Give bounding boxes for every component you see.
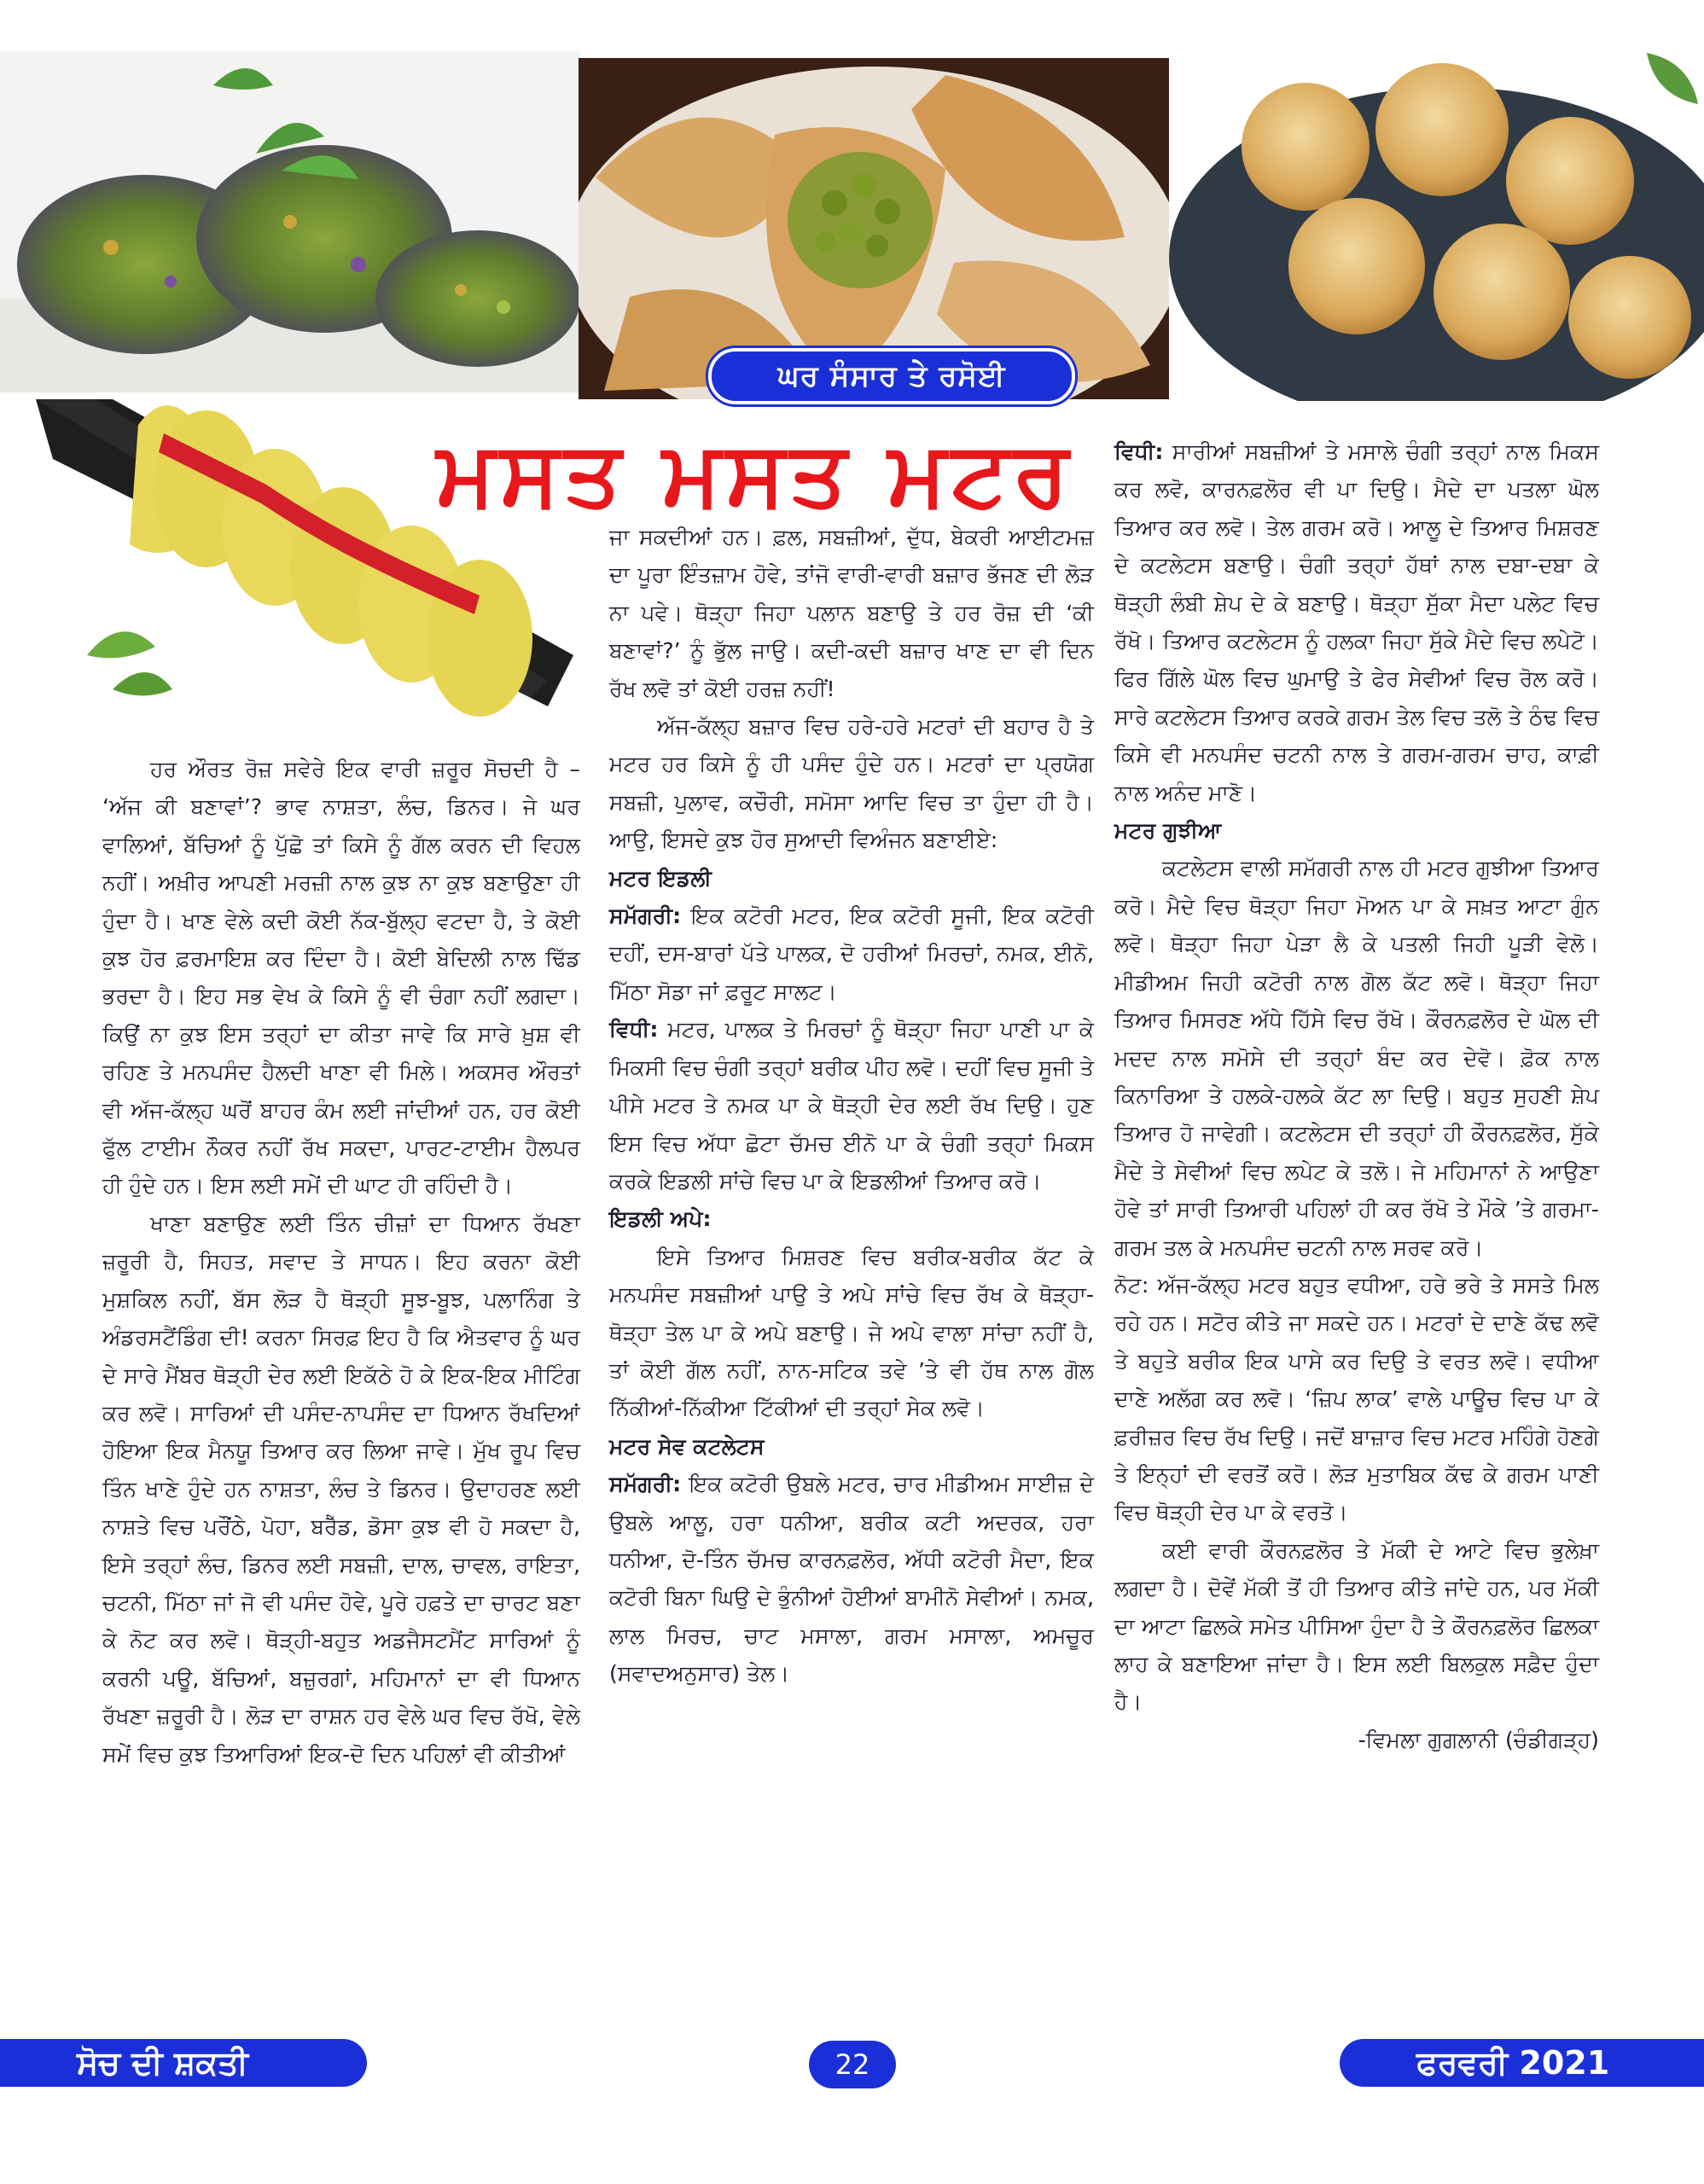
recipe-text: ਇਕ ਕਟੋਰੀ ਮਟਰ, ਇਕ ਕਟੋਰੀ ਸੂਜੀ, ਇਕ ਕਟੋਰੀ ਦਹੀਂ, ਦਸ-ਬਾਰਾਂ ਪੱਤੇ ਪਾਲਕ, ਦੋ ਹਰੀਆਂ ਮਿਰਚਾਂ, ਨਮਕ, ਈਨੋ, ਮਿੱਠਾ ਸੋਡਾ ਜਾਂ ਫ਼ਰੂਟ ਸਾਲਟ।: [609, 903, 1094, 1004]
article-paragraph: ਕਈ ਵਾਰੀ ਕੌਰਨਫ਼ਲੋਰ ਤੇ ਮੱਕੀ ਦੇ ਆਟੇ ਵਿਚ ਭੁਲੇਖ਼ਾ ਲਗਦਾ ਹੈ। ਦੋਵੇਂ ਮੱਕੀ ਤੋਂ ਹੀ ਤਿਆਰ ਕੀਤੇ ਜਾਂਦੇ ਹਨ, ਪਰ ਮੱਕੀ ਦਾ ਆਟਾ ਛਿਲਕੇ ਸਮੇਤ ਪੀਸਿਆ ਹੁੰਦਾ ਹੈ ਤੇ ਕੌਰਨਫ਼ਲੋਰ ਛਿਲਕਾ ਲਾਹ ਕੇ ਬਣਾਇਆ ਜਾਂਦਾ ਹੈ। ਇਸ ਲਈ ਬਿਲਕੁਲ ਸਫ਼ੈਦ ਹੁੰਦਾ ਹੈ।: [1114, 1537, 1599, 1715]
recipe-paragraph: [609, 897, 1094, 1011]
article-paragraph: ਨੋਟ: ਅੱਜ-ਕੱਲ੍ਹ ਮਟਰ ਬਹੁਤ ਵਧੀਆ, ਹਰੇ ਭਰੇ ਤੇ ਸਸਤੇ ਮਿਲ ਰਹੇ ਹਨ। ਸਟੋਰ ਕੀਤੇ ਜਾ ਸਕਦੇ ਹਨ। ਮਟਰਾਂ ਦੇ ਦਾਣੇ ਕੱਢ ਲਵੋ ਤੇ ਬਹੁਤੇ ਬਰੀਕ ਇਕ ਪਾਸੇ ਕਰ ਦਿਉ ਤੇ ਵਰਤ ਲਵੋ। ਵਧੀਆ ਦਾਣੇ ਅਲੱਗ ਕਰ ਲਵੋ। ‘ਜ਼ਿਪ ਲਾਕ’ ਵਾਲੇ ਪਾਊਚ ਵਿਚ ਪਾ ਕੇ ਫ਼ਰੀਜ਼ਰ ਵਿਚ ਰੱਖ ਦਿਉ। ਜਦੋਂ ਬਾਜ਼ਾਰ ਵਿਚ ਮਟਰ ਮਹਿੰਗੇ ਹੋਣਗੇ ਤੇ ਇਨ੍ਹਾਂ ਦੀ ਵਰਤੋਂ ਕਰੋ। ਲੋੜ ਮੁਤਾਬਿਕ ਕੱਢ ਕੇ ਗਰਮ ਪਾਣੀ ਵਿਚ ਥੋੜ੍ਹੀ ਦੇਰ ਪਾ ਕੇ ਵਰਤੋ।: [1114, 1272, 1599, 1525]
section-label: ਘਰ ਸੰਸਾਰ ਤੇ ਰਸੋਈ: [708, 348, 1075, 404]
recipe-paragraph: [609, 1011, 1094, 1200]
article-paragraph: ਇਸੇ ਤਿਆਰ ਮਿਸ਼ਰਣ ਵਿਚ ਬਰੀਕ-ਬਰੀਕ ਕੱਟ ਕੇ ਮਨਪਸੰਦ ਸਬਜ਼ੀਆਂ ਪਾਉ ਤੇ ਅਪੇ ਸਾਂਚੇ ਵਿਚ ਰੱਖ ਕੇ ਥੋੜ੍ਹਾ-ਥੋੜ੍ਹਾ ਤੇਲ ਪਾ ਕੇ ਅਪੇ ਬਣਾਉ। ਜੇ ਅਪੇ ਵਾਲਾ ਸਾਂਚਾ ਨਹੀਂ ਹੈ, ਤਾਂ ਕੋਈ ਗੱਲ ਨਹੀਂ, ਨਾਨ-ਸਟਿਕ ਤਵੇ ’ਤੇ ਵੀ ਹੱਥ ਨਾਲ ਗੋਲ ਨਿੱਕੀਆਂ-ਨਿੱਕੀਆ ਟਿੱਕੀਆਂ ਦੀ ਤਰ੍ਹਾਂ ਸੇਕ ਲਵੋ।: [609, 1244, 1094, 1421]
magazine-name: ਸੋਚ ਦੀ ਸ਼ਕਤੀ: [0, 2039, 367, 2087]
recipe-label: ਵਿਧੀ:: [609, 1017, 659, 1043]
recipe-paragraph: [1114, 433, 1599, 812]
photo-appe-icon: [1169, 36, 1704, 401]
article-paragraph: ਹਰ ਔਰਤ ਰੋਜ਼ ਸਵੇਰੇ ਇਕ ਵਾਰੀ ਜ਼ਰੂਰ ਸੋਚਦੀ ਹੈ – ‘ਅੱਜ ਕੀ ਬਣਾਵਾਂ’? ਭਾਵ ਨਾਸ਼ਤਾ, ਲੰਚ, ਡਿਨਰ। ਜੇ ਘਰ ਵਾਲਿਆਂ, ਬੱਚਿਆਂ ਨੂੰ ਪੁੱਛੋ ਤਾਂ ਕਿਸੇ ਨੂੰ ਗੱਲ ਕਰਨ ਦੀ ਵਿਹਲ ਨਹੀਂ। ਅਖ਼ੀਰ ਆਪਣੀ ਮਰਜ਼ੀ ਨਾਲ ਕੁਝ ਨਾ ਕੁਝ ਬਣਾਉਣਾ ਹੀ ਹੁੰਦਾ ਹੈ। ਖਾਣ ਵੇਲੇ ਕਦੀ ਕੋਈ ਨੱਕ-ਬੁੱਲ੍ਹ ਵਟਦਾ ਹੈ, ਤੇ ਕੋਈ ਕੁਝ ਹੋਰ ਫ਼ਰਮਾਇਸ਼ ਕਰ ਦਿੰਦਾ ਹੈ। ਕੋਈ ਬੇਦਿਲੀ ਨਾਲ ਢਿੱਡ ਭਰਦਾ ਹੈ। ਇਹ ਸਭ ਵੇਖ ਕੇ ਕਿਸੇ ਨੂੰ ਵੀ ਚੰਗਾ ਨਹੀਂ ਲਗਦਾ। ਕਿਉਂ ਨਾ ਕੁਝ ਇਸ ਤਰ੍ਹਾਂ ਦਾ ਕੀਤਾ ਜਾਵੇ ਕਿ ਸਾਰੇ ਖ਼ੁਸ਼ ਵੀ ਰਹਿਣ ਤੇ ਮਨਪਸੰਦ ਹੈਲਦੀ ਖਾਣਾ ਵੀ ਮਿਲੇ। ਅਕਸਰ ਔਰਤਾਂ ਵੀ ਅੱਜ-ਕੱਲ੍ਹ ਘਰੋਂ ਬਾਹਰ ਕੰਮ ਲਈ ਜਾਂਦੀਆਂ ਹਨ, ਹਰ ਕੋਈ ਫੁੱਲ ਟਾਈਮ ਨੌਕਰ ਨਹੀਂ ਰੱਖ ਸਕਦਾ, ਪਾਰਟ-ਟਾਈਮ ਹੈਲਪਰ ਹੀ ਹੁੰਦੇ ਹਨ। ਇਸ ਲਈ ਸਮੇਂ ਦੀ ਘਾਟ ਹੀ ਰਹਿੰਦੀ ਹੈ।: [102, 757, 580, 1199]
article-paragraph: ਜਾ ਸਕਦੀਆਂ ਹਨ। ਫ਼ਲ, ਸਬਜ਼ੀਆਂ, ਦੁੱਧ, ਬੇਕਰੀ ਆਈਟਮਜ਼ ਦਾ ਪੂਰਾ ਇੰਤਜ਼ਾਮ ਹੋਵੇ, ਤਾਂਜੋ ਵਾਰੀ-ਵਾਰੀ ਬਜ਼ਾਰ ਭੱਜਣ ਦੀ ਲੋੜ ਨਾ ਪਵੇ। ਥੋੜ੍ਹਾ ਜਿਹਾ ਪਲਾਨ ਬਣਾਉ ਤੇ ਹਰ ਰੋਜ਼ ਦੀ ‘ਕੀ ਬਣਾਵਾਂ?’ ਨੂੰ ਭੁੱਲ ਜਾਉ। ਕਦੀ-ਕਦੀ ਬਜ਼ਾਰ ਖਾਣ ਦਾ ਵੀ ਦਿਨ ਰੱਖ ਲਵੋ ਤਾਂ ਕੋਈ ਹਰਜ਼ ਨਹੀਂ!: [609, 525, 1094, 701]
recipe-heading: ਮਟਰ ਗੁਝੀਆ: [1114, 818, 1222, 844]
recipe-text: ਇਕ ਕਟੋਰੀ ਉਬਲੇ ਮਟਰ, ਚਾਰ ਮੀਡੀਅਮ ਸਾਈਜ਼ ਦੇ ਉਬਲੇ ਆਲੂ, ਹਰਾ ਧਨੀਆ, ਬਰੀਕ ਕਟੀ ਅਦਰਕ, ਹਰਾ ਧਨੀਆ, ਦੋ-ਤਿੰਨ ਚੱਮਚ ਕਾਰਨਫ਼ਲੋਰ, ਅੱਧੀ ਕਟੋਰੀ ਮੈਦਾ, ਇਕ ਕਟੋਰੀ ਬਿਨਾ ਘਿਉ ਦੇ ਭੁੰਨੀਆਂ ਹੋਈਆਂ ਬਾਮੀਨੋ ਸੇਵੀਆਂ। ਨਮਕ, ਲਾਲ ਮਿਰਚ, ਚਾਟ ਮਸਾਲਾ, ਗਰਮ ਮਸਾਲਾ, ਅਮਚੂਰ (ਸਵਾਦਅਨੁਸਾਰ) ਤੇਲ।: [609, 1472, 1094, 1687]
article-paragraph: ਕਟਲੇਟਸ ਵਾਲੀ ਸਮੱਗਰੀ ਨਾਲ ਹੀ ਮਟਰ ਗੁਝੀਆ ਤਿਆਰ ਕਰੋ। ਮੈਦੇ ਵਿਚ ਥੋੜ੍ਹਾ ਜਿਹਾ ਮੋਅਨ ਪਾ ਕੇ ਸਖ਼ਤ ਆਟਾ ਗੁੰਨ ਲਵੋ। ਥੋੜ੍ਹਾ ਜਿਹਾ ਪੇੜਾ ਲੈ ਕੇ ਪਤਲੀ ਜਿਹੀ ਪੂੜੀ ਵੇਲੋ। ਮੀਡੀਅਮ ਜਿਹੀ ਕਟੋਰੀ ਨਾਲ ਗੋਲ ਕੱਟ ਲਵੋ। ਥੋੜ੍ਹਾ ਜਿਹਾ ਤਿਆਰ ਮਿਸਰਣ ਅੱਧੇ ਹਿੱਸੇ ਵਿਚ ਰੱਖੋ। ਕੌਰਨਫ਼ਲੋਰ ਦੇ ਘੋਲ ਦੀ ਮਦਦ ਨਾਲ ਸਮੋਸੇ ਦੀ ਤਰ੍ਹਾਂ ਬੰਦ ਕਰ ਦੇਵੋ। ਫ਼ੋਕ ਨਾਲ ਕਿਨਾਰਿਆ ਤੇ ਹਲਕੇ-ਹਲਕੇ ਕੱਟ ਲਾ ਦਿਉ। ਬਹੁਤ ਸੁਹਣੀ ਸ਼ੇਪ ਤਿਆਰ ਹੋ ਜਾਵੇਗੀ। ਕਟਲੇਟਸ ਦੀ ਤਰ੍ਹਾਂ ਹੀ ਕੌਰਨਫ਼ਲੋਰ, ਸੁੱਕੇ ਮੈਦੇ ਤੇ ਸੇਵੀਆਂ ਵਿਚ ਲਪੇਟ ਕੇ ਤਲੋ। ਜੇ ਮਹਿਮਾਨਾਂ ਨੇ ਆਉਣਾ ਹੋਵੇ ਤਾਂ ਸਾਰੀ ਤਿਆਰੀ ਪਹਿਲਾਂ ਹੀ ਕਰ ਰੱਖੋ ਤੇ ਮੌਕੇ ’ਤੇ ਗਰਮਾ-ਗਰਮ ਤਲ ਕੇ ਮਨਪਸੰਦ ਚਟਨੀ ਨਾਲ ਸਰਵ ਕਰੋ।: [1114, 856, 1599, 1260]
recipe-heading: ਮਟਰ ਸੇਵ ਕਟਲੇਟਸ: [609, 1433, 765, 1459]
column-left: [102, 751, 580, 1774]
column-middle: [609, 519, 1094, 1693]
photo-cutlets-icon: [0, 51, 580, 392]
recipe-label: ਸਮੱਗਰੀ:: [609, 1472, 682, 1497]
article-paragraph: ਅੱਜ-ਕੱਲ੍ਹ ਬਜ਼ਾਰ ਵਿਚ ਹਰੇ-ਹਰੇ ਮਟਰਾਂ ਦੀ ਬਹਾਰ ਹੈ ਤੇ ਮਟਰ ਹਰ ਕਿਸੇ ਨੂੰ ਹੀ ਪਸੰਦ ਹੁੰਦੇ ਹਨ। ਮਟਰਾਂ ਦਾ ਪ੍ਰਯੋਗ ਸਬਜ਼ੀ, ਪੁਲਾਵ, ਕਚੌਰੀ, ਸਮੋਸਾ ਆਦਿ ਵਿਚ ਤਾ ਹੁੰਦਾ ਹੀ ਹੈ। ਆਉ, ਇਸਦੇ ਕੁਝ ਹੋਰ ਸੁਆਦੀ ਵਿਅੰਜਨ ਬਣਾਈਏ:: [609, 714, 1094, 853]
page-number: 22: [809, 2041, 896, 2088]
column-right: [1114, 433, 1599, 1759]
recipe-paragraph: [609, 1466, 1094, 1693]
page-title: ਮਸਤ ਮਸਤ ਮਟਰ: [436, 421, 1074, 526]
recipe-label: ਵਿਧੀ:: [1114, 439, 1164, 464]
recipe-heading: ਇਡਲੀ ਅਪੇ:: [609, 1206, 712, 1232]
author-signature: -ਵਿਮਲਾ ਗੁਗਲਾਨੀ (ਚੰਡੀਗੜ੍ਹ): [1358, 1727, 1599, 1752]
recipe-text: ਮਟਰ, ਪਾਲਕ ਤੇ ਮਿਰਚਾਂ ਨੂੰ ਥੋੜ੍ਹਾ ਜਿਹਾ ਪਾਣੀ ਪਾ ਕੇ ਮਿਕਸੀ ਵਿਚ ਚੰਗੀ ਤਰ੍ਹਾਂ ਬਰੀਕ ਪੀਹ ਲਵੋ। ਦਹੀਂ ਵਿਚ ਸੂਜੀ ਤੇ ਪੀਸੇ ਮਟਰ ਤੇ ਨਮਕ ਪਾ ਕੇ ਥੋੜ੍ਹੀ ਦੇਰ ਲਈ ਰੱਖ ਦਿਉ। ਹੁਣ ਇਸ ਵਿਚ ਅੱਧਾ ਛੋਟਾ ਚੱਮਚ ਈਨੋ ਪਾ ਕੇ ਚੰਗੀ ਤਰ੍ਹਾਂ ਮਿਕਸ ਕਰਕੇ ਇਡਲੀ ਸਾਂਚੇ ਵਿਚ ਪਾ ਕੇ ਇਡਲੀਆਂ ਤਿਆਰ ਕਰੋ।: [609, 1017, 1094, 1194]
recipe-text: ਸਾਰੀਆਂ ਸਬਜ਼ੀਆਂ ਤੇ ਮਸਾਲੇ ਚੰਗੀ ਤਰ੍ਹਾਂ ਨਾਲ ਮਿਕਸ ਕਰ ਲਵੋ, ਕਾਰਨਫ਼ਲੋਰ ਵੀ ਪਾ ਦਿਉ। ਮੈਦੇ ਦਾ ਪਤਲਾ ਘੋਲ ਤਿਆਰ ਕਰ ਲਵੋ। ਤੇਲ ਗਰਮ ਕਰੋ। ਆਲੂ ਦੇ ਤਿਆਰ ਮਿਸ਼ਰਣ ਦੇ ਕਟਲੇਟਸ ਬਣਾਉ। ਚੰਗੀ ਤਰ੍ਹਾਂ ਹੱਥਾਂ ਨਾਲ ਦਬਾ-ਦਬਾ ਕੇ ਥੋੜ੍ਹੀ ਲੰਬੀ ਸ਼ੇਪ ਦੇ ਕੇ ਬਣਾਉ। ਥੋੜ੍ਹਾ ਸੁੱਕਾ ਮੈਦਾ ਪਲੇਟ ਵਿਚ ਰੱਖੋ। ਤਿਆਰ ਕਟਲੇਟਸ ਨੂੰ ਹਲਕਾ ਜਿਹਾ ਸੁੱਕੇ ਮੈਦੇ ਵਿਚ ਲਪੇਟੋ। ਫਿਰ ਗਿੱਲੇ ਘੋਲ ਵਿਚ ਘੁਮਾਉ ਤੇ ਫੇਰ ਸੇਵੀਆਂ ਵਿਚ ਰੋਲ ਕਰੋ। ਸਾਰੇ ਕਟਲੇਟਸ ਤਿਆਰ ਕਰਕੇ ਗਰਮ ਤੇਲ ਵਿਚ ਤਲੋ ਤੇ ਠੰਢ ਵਿਚ ਕਿਸੇ ਵੀ ਮਨਪਸੰਦ ਚਟਨੀ ਨਾਲ ਤੇ ਗਰਮ-ਗਰਮ ਚਾਹ, ਕਾਫ਼ੀ ਨਾਲ ਅਨੰਦ ਮਾਣੋ।: [1114, 439, 1599, 805]
recipe-label: ਸਮੱਗਰੀ:: [609, 903, 682, 929]
issue-date: ਫਰਵਰੀ 2021: [1340, 2039, 1704, 2087]
recipe-heading: ਮਟਰ ਇਡਲੀ: [609, 865, 712, 891]
article-paragraph: ਖਾਣਾ ਬਣਾਉਣ ਲਈ ਤਿੰਨ ਚੀਜ਼ਾਂ ਦਾ ਧਿਆਨ ਰੱਖਣਾ ਜ਼ਰੂਰੀ ਹੈ, ਸਿਹਤ, ਸਵਾਦ ਤੇ ਸਾਧਨ। ਇਹ ਕਰਨਾ ਕੋਈ ਮੁਸ਼ਕਿਲ ਨਹੀਂ, ਬੱਸ ਲੋੜ ਹੈ ਥੋੜ੍ਹੀ ਸੂਝ-ਬੂਝ, ਪਲਾਨਿੰਗ ਤੇ ਅੰਡਰਸਟੈਂਡਿੰਗ ਦੀ! ਕਰਨਾ ਸਿਰਫ਼ ਇਹ ਹੈ ਕਿ ਐਤਵਾਰ ਨੂੰ ਘਰ ਦੇ ਸਾਰੇ ਮੈਂਬਰ ਥੋੜ੍ਹੀ ਦੇਰ ਲਈ ਇਕੱਠੇ ਹੋ ਕੇ ਇਕ-ਇਕ ਮੀਟਿੰਗ ਕਰ ਲਵੋ। ਸਾਰਿਆਂ ਦੀ ਪਸੰਦ-ਨਾਪਸੰਦ ਦਾ ਧਿਆਨ ਰੱਖਦਿਆਂ ਹੋਇਆ ਇਕ ਮੈਨਯੂ ਤਿਆਰ ਕਰ ਲਿਆ ਜਾਵੇ। ਮੁੱਖ ਰੂਪ ਵਿਚ ਤਿੰਨ ਖਾਣੇ ਹੁੰਦੇ ਹਨ ਨਾਸ਼ਤਾ, ਲੰਚ ਤੇ ਡਿਨਰ। ਉਦਾਹਰਣ ਲਈ ਨਾਸ਼ਤੇ ਵਿਚ ਪਰੌਂਠੇ, ਪੋਹਾ, ਬਰੈੱਡ, ਡੋਸਾ ਕੁਝ ਵੀ ਹੋ ਸਕਦਾ ਹੈ, ਇਸੇ ਤਰ੍ਹਾਂ ਲੰਚ, ਡਿਨਰ ਲਈ ਸਬਜ਼ੀ, ਦਾਲ, ਚਾਵਲ, ਰਾਇਤਾ, ਚਟਨੀ, ਮਿੱਠਾ ਜਾਂ ਜੋ ਵੀ ਪਸੰਦ ਹੋਵੇ, ਪੂਰੇ ਹਫ਼ਤੇ ਦਾ ਚਾਰਟ ਬਣਾ ਕੇ ਨੋਟ ਕਰ ਲਵੋ। ਥੋੜ੍ਹੀ-ਬਹੁਤ ਅਡਜੈਸਟਮੈਂਟ ਸਾਰਿਆਂ ਨੂੰ ਕਰਨੀ ਪਊ, ਬੱਚਿਆਂ, ਬਜ਼ੁਰਗਾਂ, ਮਹਿਮਾਨਾਂ ਦਾ ਵੀ ਧਿਆਨ ਰੱਖਣਾ ਜ਼ਰੂਰੀ ਹੈ। ਲੋੜ ਦਾ ਰਾਸ਼ਨ ਹਰ ਵੇਲੇ ਘਰ ਵਿਚ ਰੱਖੋ, ਵੇਲੇ ਸਮੇਂ ਵਿਚ ਕੁਝ ਤਿਆਰਿਆਂ ਇਕ-ਦੋ ਦਿਨ ਪਹਿਲਾਂ ਵੀ ਕੀਤੀਆਂ: [102, 1211, 580, 1767]
